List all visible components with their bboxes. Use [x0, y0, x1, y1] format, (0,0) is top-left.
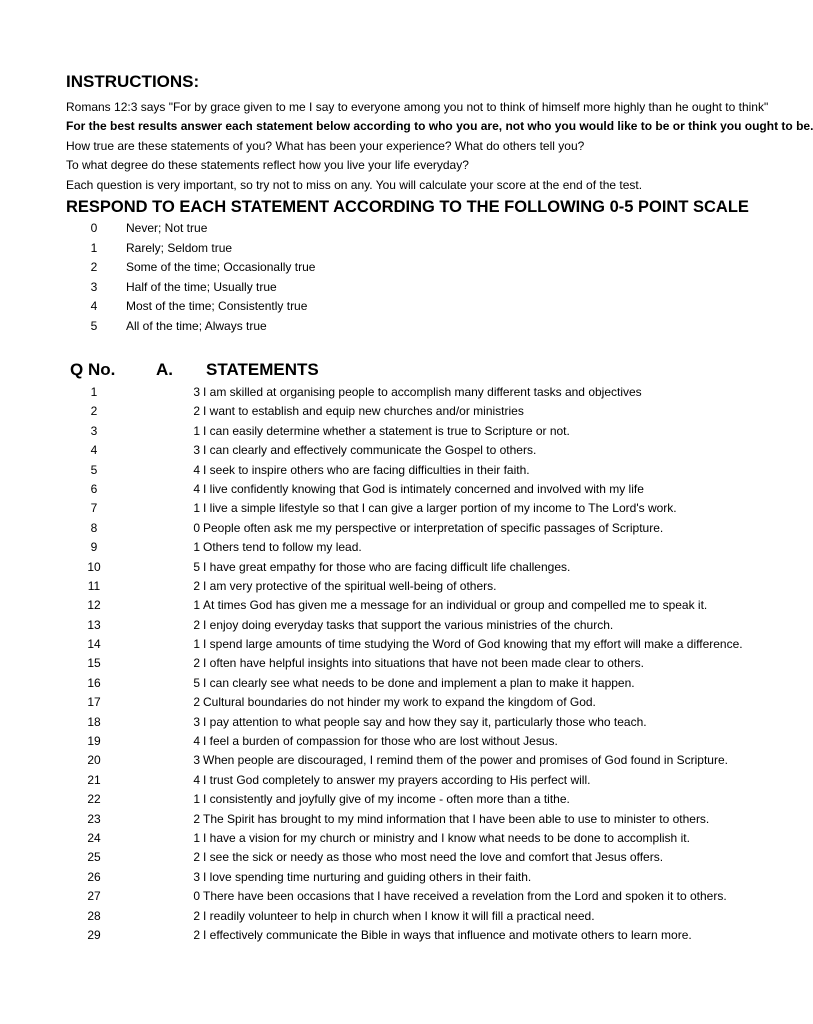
statement-text: There have been occasions that I have received a revelation from the Lord and spoken it to others. — [203, 889, 727, 904]
table-row — [0, 637, 743, 656]
table-row — [0, 870, 700, 889]
table-row — [0, 540, 700, 559]
statement-text: I see the sick or needy as those who most need the love and comfort that Jesus offers. — [203, 850, 664, 865]
statement-text: I love spending time nurturing and guiding others in their faith. — [203, 869, 532, 884]
scale-description: Half of the time; Usually true — [126, 279, 277, 294]
statement-text: I readily volunteer to help in church when I know it will fill a practical need. — [203, 908, 595, 923]
instruction-line: To what degree do these statements reflect how you live your life everyday? — [66, 158, 469, 173]
answer-value[interactable]: 3 — [193, 443, 200, 458]
answer-value[interactable]: 2 — [193, 578, 200, 593]
answer-value[interactable]: 1 — [193, 598, 200, 613]
scale-item — [0, 260, 700, 280]
question-number: 29 — [87, 927, 101, 942]
answer-value[interactable]: 2 — [193, 617, 200, 632]
scale-item — [0, 319, 700, 339]
table-row — [0, 598, 708, 617]
answer-value[interactable]: 2 — [193, 404, 200, 419]
instruction-line: Each question is very important, so try not to miss on any. You will calculate your score at the end of the test. — [66, 177, 643, 192]
statement-text: I consistently and joyfully give of my income - often more than a tithe. — [203, 792, 570, 807]
answer-value[interactable]: 2 — [193, 695, 200, 710]
scale-description: Rarely; Seldom true — [126, 240, 233, 255]
statement-text: People often ask me my perspective or interpretation of specific passages of Scripture. — [203, 520, 664, 535]
statement-text: I live confidently knowing that God is intimately concerned and involved with my life — [203, 481, 644, 496]
question-number: 16 — [87, 675, 101, 690]
answer-value[interactable]: 2 — [193, 908, 200, 923]
table-header — [0, 360, 700, 384]
answer-value[interactable]: 5 — [193, 675, 200, 690]
table-row — [0, 579, 700, 598]
answer-value[interactable]: 4 — [193, 772, 200, 787]
answer-value[interactable]: 0 — [193, 889, 200, 904]
answer-value[interactable]: 4 — [193, 462, 200, 477]
answer-value[interactable]: 1 — [193, 792, 200, 807]
statement-text: Cultural boundaries do not hinder my work to expand the kingdom of God. — [203, 695, 596, 710]
answer-value[interactable]: 2 — [193, 656, 200, 671]
table-row — [0, 773, 700, 792]
answer-value[interactable]: 2 — [193, 811, 200, 826]
scale-item — [0, 241, 700, 261]
question-number: 15 — [87, 656, 101, 671]
table-row — [0, 424, 700, 443]
statement-text: I can easily determine whether a statement is true to Scripture or not. — [203, 423, 570, 438]
statement-text: When people are discouraged, I remind them of the power and promises of God found in Scripture. — [203, 753, 728, 768]
table-row — [0, 811, 710, 831]
answer-value[interactable]: 3 — [193, 714, 200, 729]
table-row — [0, 618, 700, 637]
question-number: 12 — [87, 598, 101, 613]
answer-value[interactable]: 3 — [193, 869, 200, 884]
table-row — [0, 928, 700, 947]
statement-text: I am skilled at organising people to accomplish many different tasks and objectives — [203, 385, 642, 399]
scale-item — [0, 299, 700, 319]
header-question-number: Q No. — [70, 360, 116, 379]
table-row — [0, 385, 700, 404]
table-row — [0, 656, 700, 675]
table-row — [0, 792, 700, 811]
question-number: 13 — [87, 617, 101, 632]
answer-value[interactable]: 3 — [193, 753, 200, 768]
question-number: 25 — [87, 850, 101, 865]
statement-text: I enjoy doing everyday tasks that support the various ministries of the church. — [203, 617, 614, 632]
question-number: 4 — [90, 443, 98, 458]
table-row — [0, 404, 700, 423]
question-number: 2 — [90, 404, 98, 419]
answer-value[interactable]: 4 — [193, 734, 200, 749]
scale-description: Never; Not true — [126, 221, 208, 235]
scale-value: 3 — [90, 279, 98, 294]
header-answer: A. — [156, 360, 173, 379]
scale-description: Some of the time; Occasionally true — [126, 260, 316, 274]
statement-text: I spend large amounts of time studying the Word of God knowing that my effort will make a difference. — [203, 637, 743, 652]
answer-value[interactable]: 4 — [193, 481, 200, 496]
table-row — [0, 753, 728, 772]
table-row — [0, 501, 700, 520]
instruction-line: Romans 12:3 says "For by grace given to me I say to everyone among you not to think of himself more highly than he ought to think" — [66, 100, 769, 114]
statement-text: I can clearly see what needs to be done and implement a plan to make it happen. — [203, 675, 635, 690]
table-row — [0, 734, 700, 753]
answer-value[interactable]: 1 — [193, 540, 200, 555]
statement-text: Others tend to follow my lead. — [203, 540, 362, 555]
scale-heading: RESPOND TO EACH STATEMENT ACCORDING TO THE FOLLOWING 0-5 POINT SCALE — [66, 198, 749, 216]
question-number: 26 — [87, 869, 101, 884]
table-row — [0, 715, 700, 734]
statement-text: I effectively communicate the Bible in ways that influence and motivate others to learn more. — [203, 927, 692, 942]
table-row — [0, 443, 700, 462]
rating-scale — [0, 221, 700, 338]
scale-description: All of the time; Always true — [126, 318, 267, 333]
table-row — [0, 560, 700, 579]
statement-text: I am very protective of the spiritual well-being of others. — [203, 578, 497, 593]
scale-value: 0 — [90, 221, 98, 235]
question-number: 18 — [87, 714, 101, 729]
table-row — [0, 909, 700, 928]
question-number: 27 — [87, 889, 101, 904]
statement-text: I trust God completely to answer my prayers according to His perfect will. — [203, 772, 591, 787]
instructions-text — [66, 98, 813, 195]
table-row — [0, 676, 700, 695]
question-number: 21 — [87, 772, 101, 787]
question-number: 24 — [87, 830, 101, 845]
scale-item — [0, 221, 700, 241]
statement-text: I feel a burden of compassion for those who are lost without Jesus. — [203, 734, 558, 749]
question-number: 20 — [87, 753, 101, 768]
question-number: 8 — [90, 520, 98, 535]
statement-text: I have a vision for my church or ministry and I know what needs to be done to accomplish it. — [203, 830, 690, 845]
question-number: 23 — [87, 811, 101, 826]
answer-value[interactable]: 1 — [193, 830, 200, 845]
statements-table — [0, 385, 743, 947]
statement-text: I want to establish and equip new churches and/or ministries — [203, 404, 524, 419]
scale-value: 2 — [90, 260, 98, 274]
instruction-line: For the best results answer each statement below according to who you are, not who you would like to be or think you ought to be. — [66, 119, 813, 134]
answer-value[interactable]: 1 — [193, 637, 200, 652]
table-row — [0, 482, 700, 501]
instructions-title: INSTRUCTIONS: — [66, 72, 200, 91]
statement-text: I pay attention to what people say and how they say it, particularly those who teach. — [203, 714, 647, 729]
table-row — [0, 695, 700, 714]
statement-text: I seek to inspire others who are facing difficulties in their faith. — [203, 462, 530, 477]
statement-text: I live a simple lifestyle so that I can give a larger portion of my income to The Lord's work. — [203, 501, 677, 516]
scale-value: 4 — [90, 299, 98, 313]
scale-value: 5 — [90, 318, 98, 333]
answer-value[interactable]: 3 — [193, 385, 200, 399]
statement-text: The Spirit has brought to my mind information that I have been able to use to minister to others. — [203, 811, 710, 826]
answer-value[interactable]: 5 — [193, 559, 200, 574]
answer-value[interactable]: 2 — [193, 850, 200, 865]
scale-description: Most of the time; Consistently true — [126, 299, 308, 313]
question-number: 1 — [90, 385, 98, 399]
table-row — [0, 463, 700, 482]
scale-item — [0, 280, 700, 300]
question-number: 22 — [87, 792, 101, 807]
answer-value[interactable]: 2 — [193, 927, 200, 942]
question-number: 28 — [87, 908, 101, 923]
question-number: 11 — [87, 578, 101, 593]
answer-value[interactable]: 1 — [193, 501, 200, 516]
statement-text: I often have helpful insights into situations that have not been made clear to others. — [203, 656, 644, 671]
question-number: 7 — [90, 501, 98, 516]
table-row — [0, 850, 700, 869]
header-statements: STATEMENTS — [206, 360, 319, 379]
answer-value[interactable]: 0 — [193, 520, 200, 535]
table-row — [0, 521, 700, 540]
question-number: 14 — [87, 637, 101, 652]
scale-value: 1 — [90, 240, 98, 255]
question-number: 19 — [87, 734, 101, 749]
statement-text: I can clearly and effectively communicate the Gospel to others. — [203, 443, 537, 458]
table-row — [0, 831, 700, 850]
question-number: 9 — [90, 540, 98, 555]
question-number: 10 — [87, 559, 101, 574]
table-row — [0, 889, 727, 908]
answer-value[interactable]: 1 — [193, 423, 200, 438]
question-number: 3 — [90, 423, 98, 438]
question-number: 6 — [90, 481, 98, 496]
question-number: 5 — [90, 462, 98, 477]
statement-text: At times God has given me a message for an individual or group and compelled me to speak it. — [203, 598, 708, 613]
statement-text: I have great empathy for those who are facing difficult life challenges. — [203, 559, 571, 574]
instruction-line: How true are these statements of you? What has been your experience? What do others tell you? — [66, 138, 585, 153]
question-number: 17 — [87, 695, 101, 710]
